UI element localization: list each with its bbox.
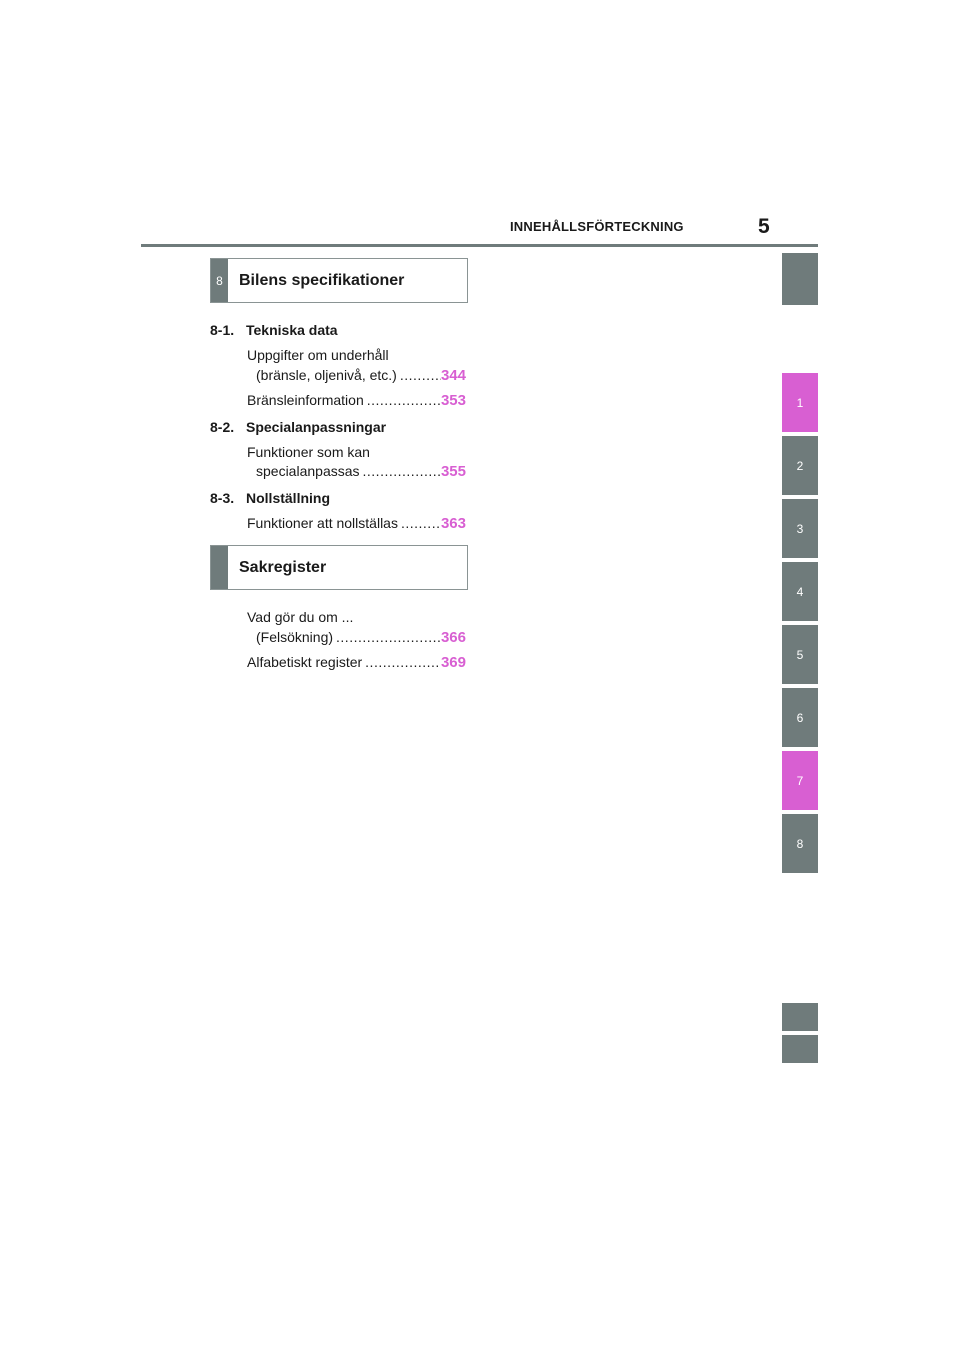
dot-leader: [363, 462, 441, 480]
toc-entry-label: Funktioner som kan: [247, 444, 370, 460]
toc-entry-label: (bränsle, oljenivå, etc.): [256, 367, 397, 383]
side-tab-8[interactable]: 8: [782, 814, 818, 873]
side-tab-3[interactable]: 3: [782, 499, 818, 558]
toc-page-link[interactable]: 344: [440, 367, 466, 384]
chapter-number: 8-2.: [210, 419, 235, 435]
side-tab-6[interactable]: 6: [782, 688, 818, 747]
toc-page-link[interactable]: 355: [440, 463, 466, 480]
chapter-title: Tekniska data: [246, 322, 338, 338]
side-tab-troubleshooting[interactable]: [782, 1003, 818, 1031]
chapter-heading-8-1[interactable]: [210, 321, 338, 339]
section-heading-bilens-specifikationer: [210, 258, 468, 303]
toc-entry-label: Alfabetiskt register: [247, 654, 363, 670]
chapter-title: Nollställning: [246, 490, 330, 506]
dot-leader: [401, 514, 441, 532]
toc-entry-label: specialanpassas: [256, 463, 360, 479]
header-rule: [141, 244, 818, 247]
toc-entry-label: Vad gör du om ...: [247, 609, 354, 625]
dot-leader: [365, 653, 441, 671]
toc-entry-label-line: [247, 346, 466, 364]
toc-entry-label-line: [247, 608, 466, 626]
chapter-number: 8-1.: [210, 322, 235, 338]
toc-entry-underhall[interactable]: [256, 366, 466, 385]
toc-entry-label-line: [247, 443, 466, 461]
section-heading-sakregister: [210, 545, 468, 590]
toc-entry-specialanpassas[interactable]: [256, 462, 466, 481]
dot-leader: [336, 628, 441, 646]
dot-leader: [400, 366, 441, 384]
side-tab-4[interactable]: 4: [782, 562, 818, 621]
toc-page-link[interactable]: 363: [440, 515, 466, 532]
toc-entry-label: (Felsökning): [256, 629, 334, 645]
toc-entry-alfabetiskt-register[interactable]: [247, 653, 466, 672]
toc-entry-label: Bränsleinformation: [247, 392, 364, 408]
chapter-title: Specialanpassningar: [246, 419, 387, 435]
chapter-number: 8-3.: [210, 490, 235, 506]
section-title: Sakregister: [239, 558, 327, 576]
page-number: 5: [758, 215, 770, 238]
side-tab-7[interactable]: 7: [782, 751, 818, 810]
side-tab-intro[interactable]: [782, 253, 818, 305]
running-header-title: INNEHÅLLSFÖRTECKNING: [510, 219, 684, 234]
side-tab-1[interactable]: 1: [782, 373, 818, 432]
dot-leader: [367, 391, 441, 409]
toc-entry-nollstallas[interactable]: [247, 514, 466, 533]
toc-page-link[interactable]: 366: [440, 629, 466, 646]
toc-entry-label: Funktioner att nollställas: [247, 515, 398, 531]
section-tab: [211, 546, 228, 589]
side-tab-5[interactable]: 5: [782, 625, 818, 684]
chapter-heading-8-2[interactable]: [210, 418, 386, 436]
toc-entry-bransleinformation[interactable]: [247, 391, 466, 410]
side-tab-2[interactable]: 2: [782, 436, 818, 495]
toc-page-link[interactable]: 369: [440, 654, 466, 671]
side-tab-index[interactable]: [782, 1035, 818, 1063]
toc-entry-label: Uppgifter om underhåll: [247, 347, 389, 363]
chapter-heading-8-3[interactable]: [210, 489, 330, 507]
toc-page-link[interactable]: 353: [440, 392, 466, 409]
section-title: Bilens specifikationer: [239, 271, 405, 289]
toc-entry-felsokning[interactable]: [256, 628, 466, 647]
section-tab-number: 8: [211, 259, 228, 302]
